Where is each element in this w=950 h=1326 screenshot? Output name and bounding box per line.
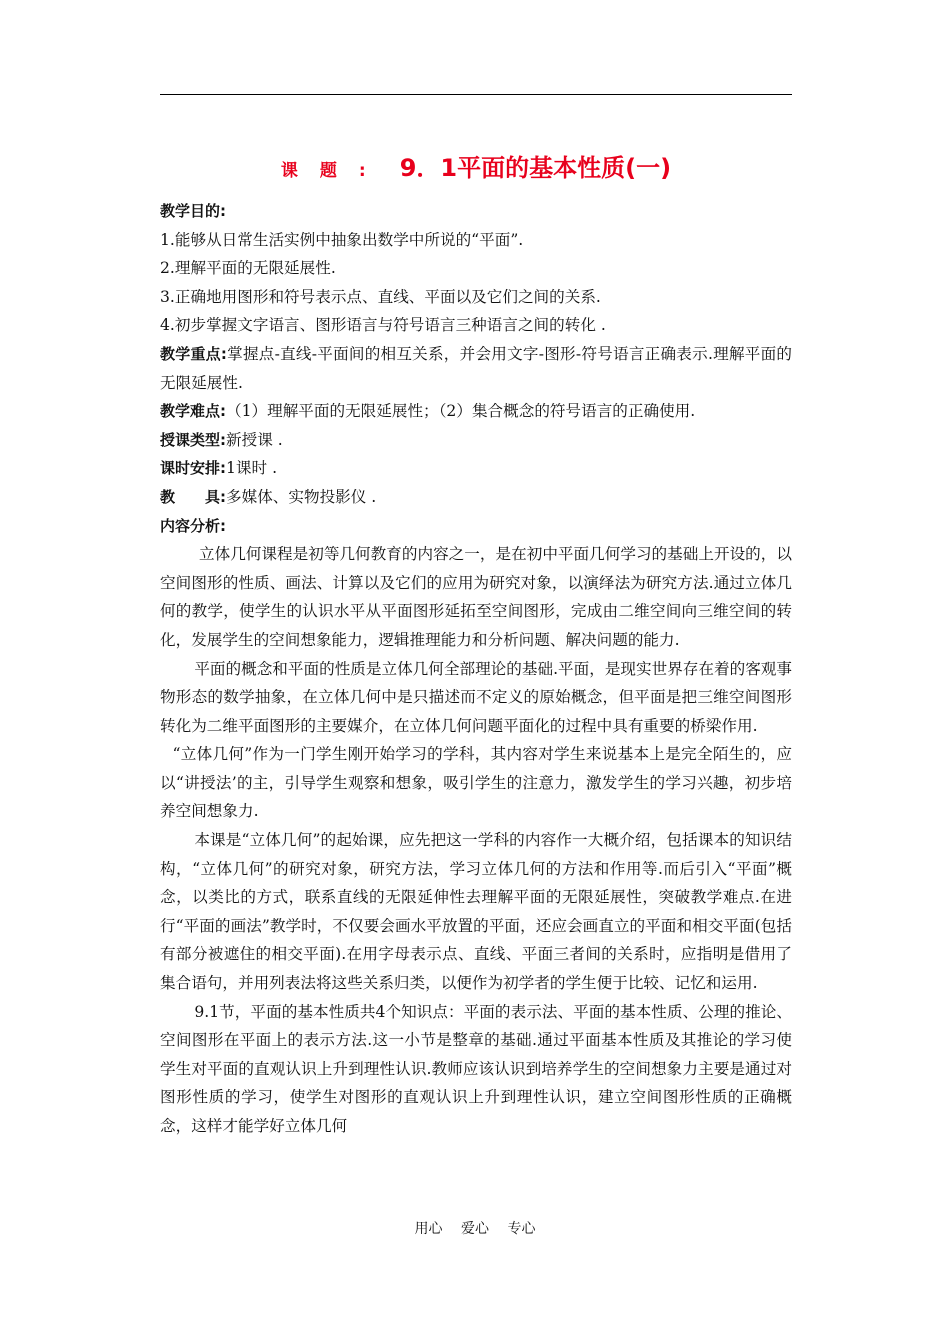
- lesson-type-text: 新授课 .: [226, 430, 283, 449]
- key-points: [160, 340, 792, 397]
- analysis-paragraph: 本课是“立体几何”的起始课，应先把这一学科的内容作一大概介绍，包括课本的知识结构，“立体几何”的研究对象，研究方法，学习立体几何的方法和作用等.而后引入“平面”概念，以类比的方式，联系直线的无限延伸性去理解平面的无限延展性，突破教学难点.在进行“平面的画法”教学时，不仅要会画水平放置的平面，还应会画直立的平面和相交平面(包括有部分被遮住的相交平面).在用字母表示点、直线、平面三者间的关系时，应指明是借用了集合语句，并用列表法将这些关系归类，以便作为初学者的学生便于比较、记忆和运用.: [160, 831, 792, 993]
- header-rule: [160, 94, 792, 95]
- lesson-type: [160, 426, 792, 455]
- schedule-label: 课时安排:: [160, 459, 226, 478]
- analysis-paragraph: “立体几何”作为一门学生刚开始学习的学科，其内容对学生来说基本上是完全陌生的，应以“讲授法’的主，引导学生观察和想象，吸引学生的注意力，激发学生的学习兴趣，初步培养空间想象力.: [160, 745, 792, 821]
- analysis-heading: 内容分析:: [160, 516, 226, 535]
- tools-label: 教 具:: [160, 487, 226, 506]
- key-points-text: 掌握点-直线-平面间的相互关系，并会用文字-图形-符号语言正确表示.理解平面的无限延展性.: [160, 344, 792, 392]
- difficulties: [160, 397, 792, 426]
- objective-item: 4.初步掌握文字语言、图形语言与符号语言三种语言之间的转化 .: [160, 316, 606, 335]
- key-points-label: 教学重点:: [160, 344, 227, 363]
- analysis-paragraph: 平面的概念和平面的性质是立体几何全部理论的基础.平面，是现实世界存在着的客观事物形态的数学抽象，在立体几何中是只描述而不定义的原始概念，但平面是把三维空间图形转化为二维平面图形的主要媒介，在立体几何问题平面化的过程中具有重要的桥梁作用.: [160, 659, 792, 735]
- document-body: [160, 148, 792, 1141]
- objective-item: 3.正确地用图形和符号表示点、直线、平面以及它们之间的关系.: [160, 287, 601, 306]
- title-text: 9．1平面的基本性质(一): [399, 154, 672, 182]
- analysis-paragraph: 9.1节，平面的基本性质共4个知识点：平面的表示法、平面的基本性质、公理的推论、空间图形在平面上的表示方法.这一小节是整章的基础.通过平面基本性质及其推论的学习使学生对平面的直观认识上升到理性认识.教师应该认识到培养学生的空间想象力主要是通过对图形性质的学习，使学生对图形的直观认识上升到理性认识，建立空间图形性质的正确概念，这样才能学好立体几何: [160, 1002, 792, 1135]
- objectives-heading: 教学目的:: [160, 202, 226, 220]
- objective-item: 1.能够从日常生活实例中抽象出数学中所说的“平面”.: [160, 230, 524, 249]
- tools: [160, 483, 792, 512]
- analysis-paragraph: 立体几何课程是初等几何教育的内容之一，是在初中平面几何学习的基础上开设的，以空间图形的性质、画法、计算以及它们的应用为研究对象，以演绎法为研究方法.通过立体几何的教学，使学生的认识水平从平面图形延拓至空间图形，完成由二维空间向三维空间的转化，发展学生的空间想象能力，逻辑推理能力和分析问题、解决问题的能力.: [160, 545, 792, 649]
- objective-item: 2.理解平面的无限延展性.: [160, 259, 336, 278]
- lesson-title: [160, 148, 792, 183]
- difficulties-text: （1）理解平面的无限延展性；（2）集合概念的符号语言的正确使用.: [226, 402, 696, 421]
- lesson-type-label: 授课类型:: [160, 430, 226, 449]
- schedule-text: 1课时 .: [226, 459, 278, 478]
- page-footer: 用心 爱心 专心: [414, 1221, 536, 1237]
- title-label: 课题:: [280, 161, 388, 181]
- tools-text: 多媒体、实物投影仪 .: [226, 487, 377, 506]
- schedule: [160, 454, 792, 483]
- difficulties-label: 教学难点:: [160, 402, 226, 421]
